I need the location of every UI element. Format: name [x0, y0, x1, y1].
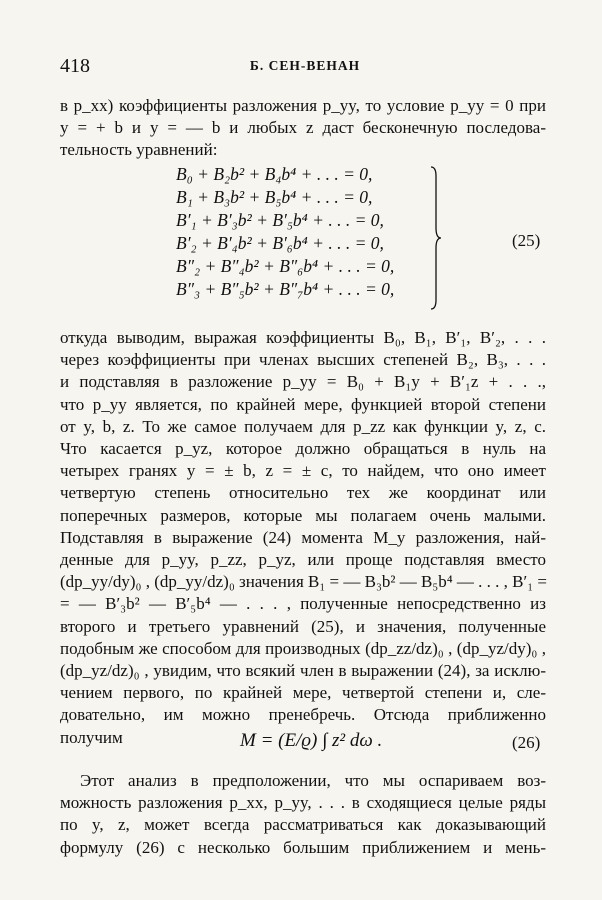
equation-number-25: (25): [512, 231, 541, 250]
equation-row: B₁ + B₃b² + B₅b⁴ + . . . = 0,: [176, 187, 373, 207]
text-line: четырех гранях y = ± b, z = ± c, то найдем, что оно имеет: [60, 461, 546, 481]
text-line: довательно, им можно пренебречь. Отсюда приближенно: [60, 705, 546, 725]
text-line: второго и третьего уравнений (25), и значения, полученные: [60, 616, 546, 636]
equation-26: M = (E/ϱ) ∫ z² dω .: [240, 730, 383, 751]
main-paragraph: [60, 327, 546, 749]
equation-row: B′₂ + B′₄b² + B′₆b⁴ + . . . = 0,: [176, 233, 384, 253]
page-header: [60, 55, 550, 79]
text-line: Что касается p_yz, которое должно обращаться в нуль на: [60, 439, 546, 459]
text-line: по y, z, может всегда рассматриваться как доказывающий: [60, 815, 546, 835]
right-brace: [430, 166, 442, 310]
text-line: формулу (26) с несколько большим приближением и мень-: [60, 837, 546, 857]
final-paragraph: [60, 770, 546, 859]
text-line: (dp_yz/dz)₀ , увидим, что всякий член в выражении (24), за исклю-: [60, 661, 546, 681]
text-line: подобным же способом для производных (dp_zz/dz)₀ , (dp_yz/dy)₀ ,: [60, 638, 546, 658]
equation-system-25: [176, 163, 436, 301]
text-line: через коэффициенты при членах высших степеней B₂, B₃, . . .: [60, 350, 546, 370]
equation-row: B₀ + B₂b² + B₄b⁴ + . . . = 0,: [176, 164, 373, 184]
text-line: y = + b и y = — b и любых z даст бесконечную последова-: [60, 118, 546, 138]
equation-row: B″₂ + B″₄b² + B″₆b⁴ + . . . = 0,: [176, 256, 395, 276]
equation-row: B″₃ + B″₅b² + B″₇b⁴ + . . . = 0,: [176, 279, 395, 299]
text-line: (dp_yy/dy)₀ , (dp_yy/dz)₀ значения B₁ = — B₃b² — B₅b⁴ — . . . , B′₁ =: [60, 572, 548, 592]
equation-row: B′₁ + B′₃b² + B′₅b⁴ + . . . = 0,: [176, 210, 384, 230]
text-line: четвертую степень относительно тех же координат или: [60, 483, 546, 503]
text-line: откуда выводим, выражая коэффициенты B₀, B₁, B′₁, B′₂, . . .: [60, 328, 546, 347]
text-line: = — B′₃b² — B′₅b⁴ — . . . , полученные непосредственно из: [60, 594, 546, 614]
text-line: чением первого, по крайней мере, четвертой степени и, сле-: [60, 683, 546, 703]
text-line: в p_xx) коэффициенты разложения p_yy, то условие p_yy = 0 при: [60, 96, 546, 115]
equation-number-26: (26): [512, 733, 541, 752]
text-line: получим: [60, 727, 123, 747]
running-head: Б. СЕН-ВЕНАН: [249, 58, 361, 73]
page-number: 418: [60, 55, 90, 77]
text-line: тельность уравнений:: [60, 140, 218, 160]
text-line: поперечных размеров, которые мы полагаем очень малыми.: [60, 505, 546, 525]
text-line: можность разложения p_xx, p_yy, . . . в сходящиеся целые ряды: [60, 793, 546, 813]
text-line: и подставляя в разложение p_yy = B₀ + B₁y + B′₁z + . . .,: [60, 372, 546, 392]
text-line: что p_yy является, по крайней мере, функцией второй степени: [60, 394, 546, 414]
intro-paragraph: [60, 95, 546, 162]
text-line: Подставляя в выражение (24) момента M_y разложения, най-: [60, 527, 546, 547]
text-line: от y, b, z. То же самое получаем для p_zz как функции y, z, c.: [60, 416, 546, 436]
text-line: Этот анализ в предположении, что мы оспариваем воз-: [80, 771, 546, 790]
text-line: денные для p_yy, p_zz, p_yz, или проще подставляя вместо: [60, 550, 546, 570]
